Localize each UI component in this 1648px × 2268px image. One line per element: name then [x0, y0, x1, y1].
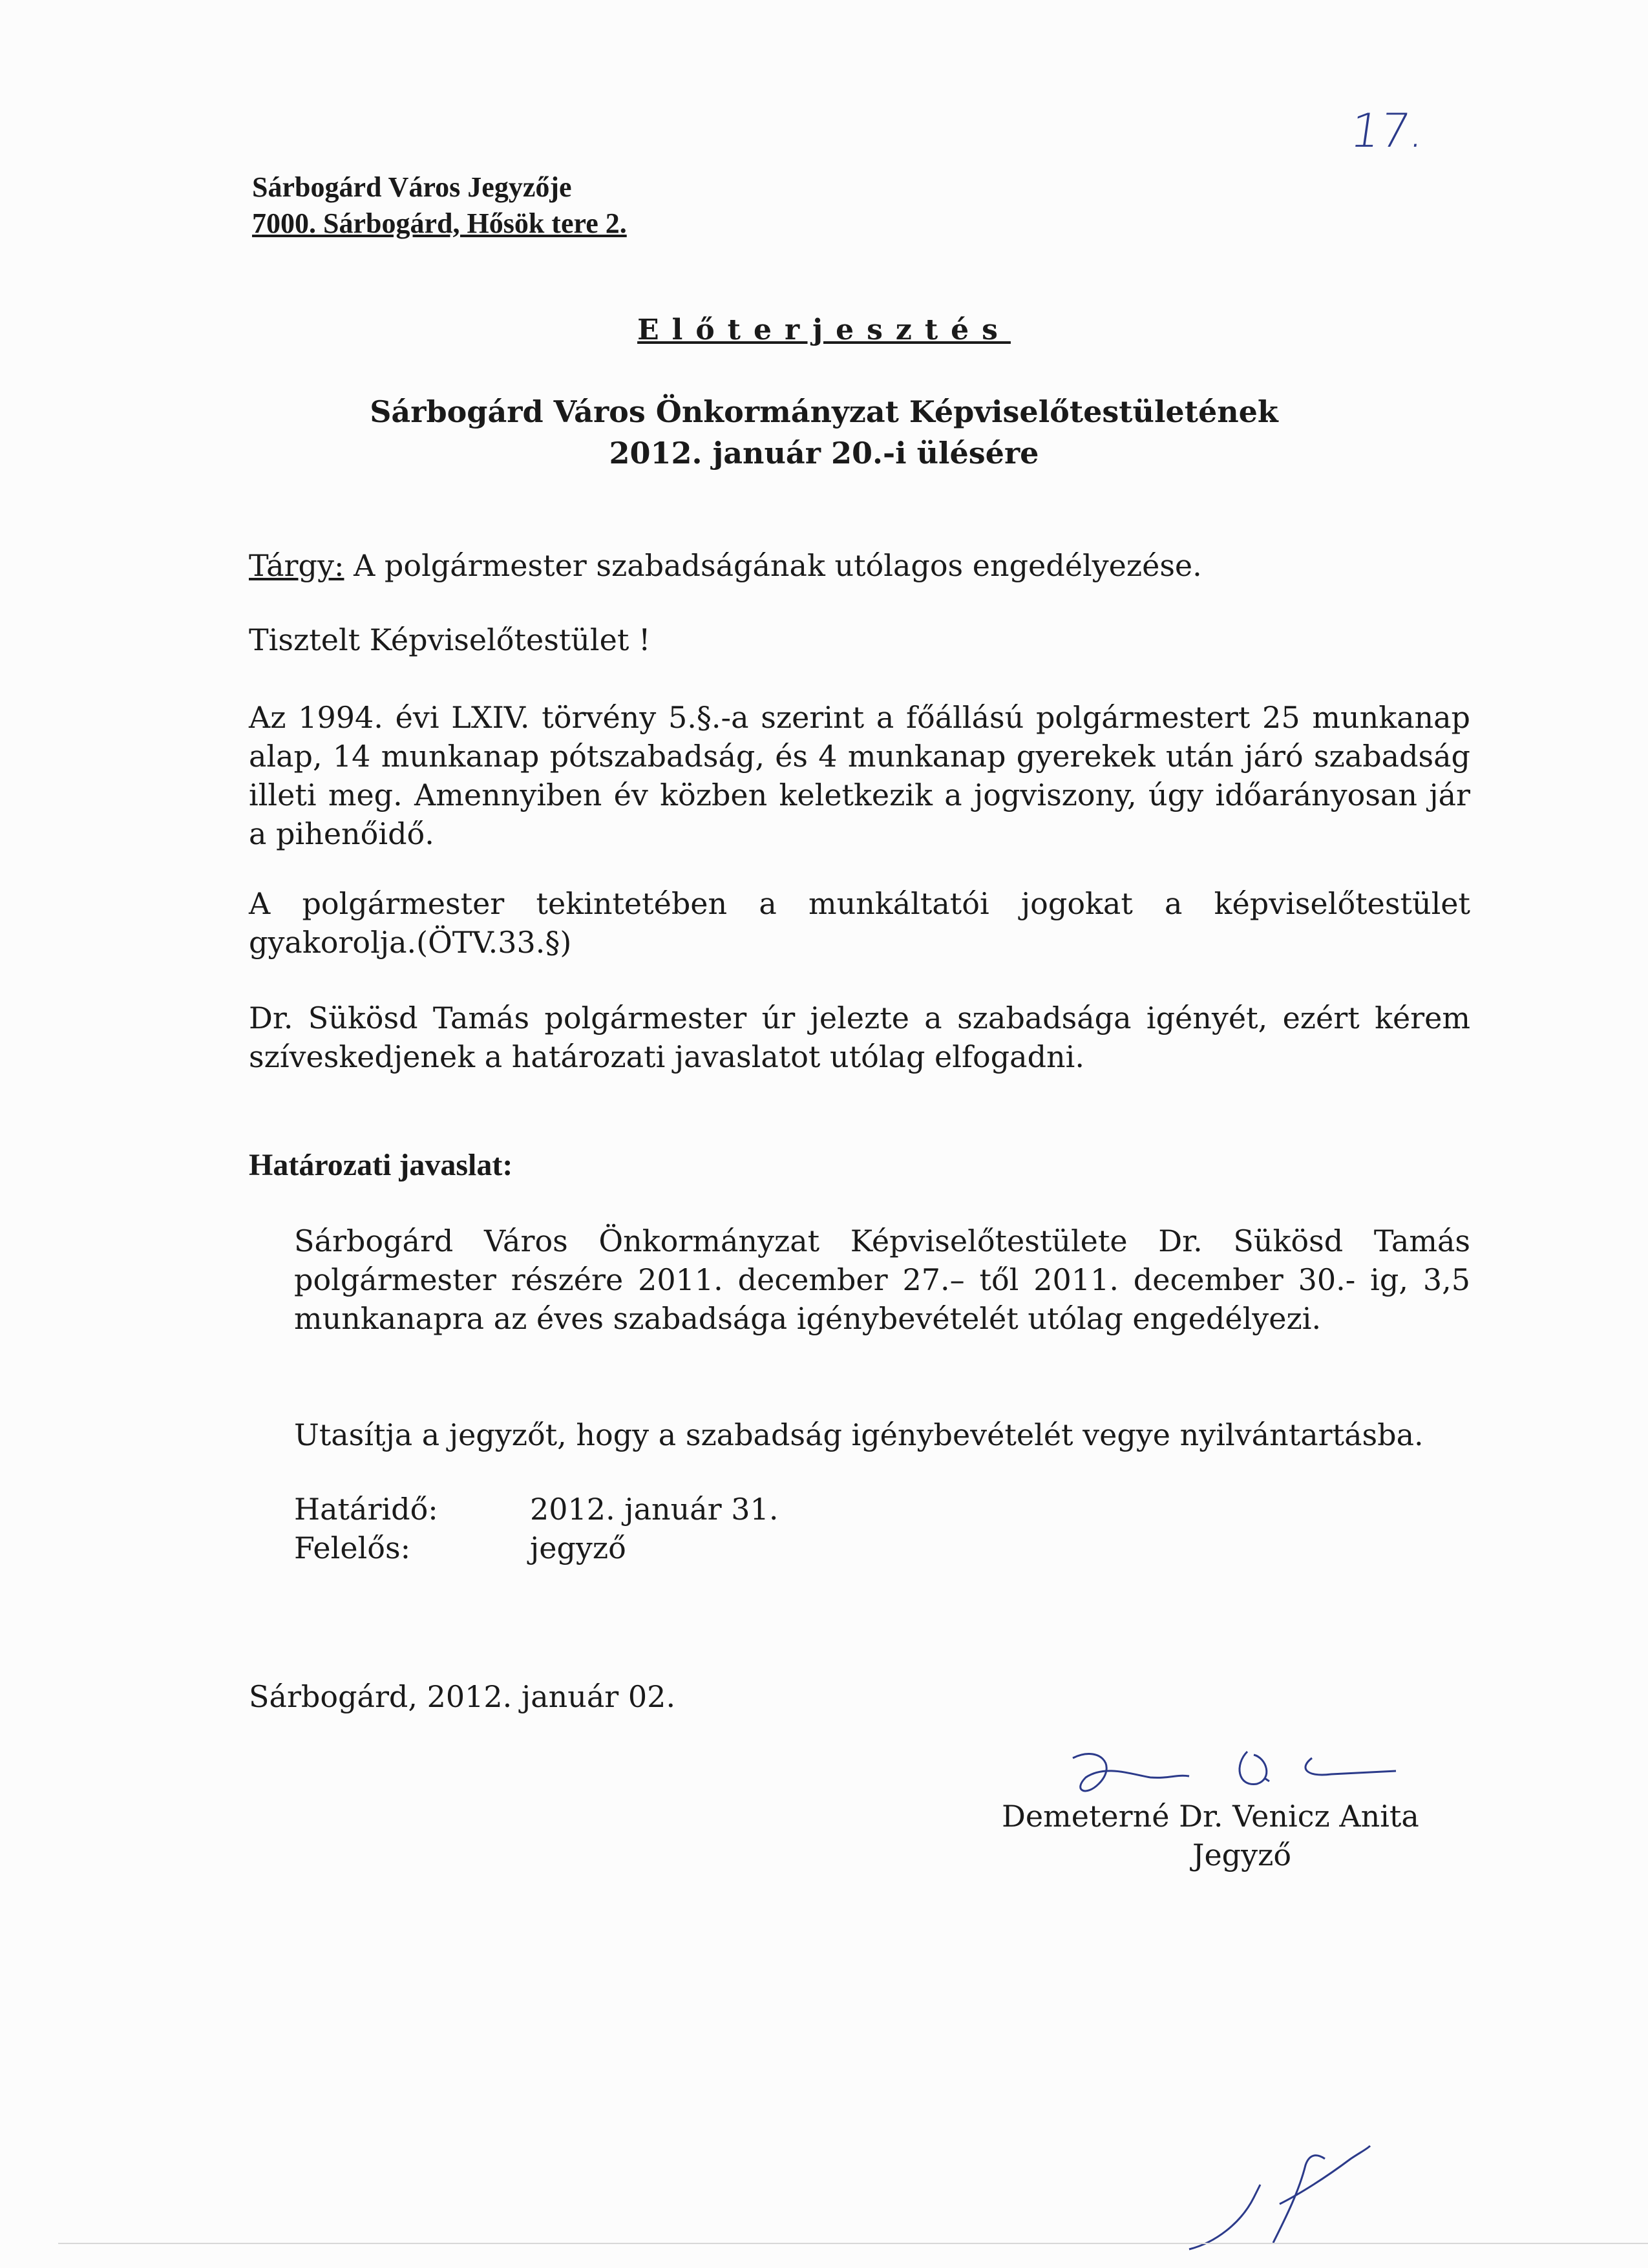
paragraph-law: Az 1994. évi LXIV. törvény 5.§.-a szerint a főállású polgármestert 25 munkanap alap, 14 munkanap pótszabadság, és 4 munkanap gyerekek után járó szabadság illeti meg. Amennyiben év közben keletkezik a jogviszony, úgy időarányosan jár a pihenőidő. [249, 700, 1470, 851]
scan-bottom-edge [58, 2243, 1648, 2244]
subtitle-line-1: Sárbogárd Város Önkormányzat Képviselőtestületének [370, 394, 1278, 429]
place-date: Sárbogárd, 2012. január 02. [249, 1679, 676, 1714]
proposal-instruction: Utasítja a jegyzőt, hogy a szabadság igénybevételét vegye nyilvántartásba. [294, 1417, 1424, 1452]
office-address: 7000. Sárbogárd, Hősök tere 2. [252, 207, 627, 239]
signatory-name: Demeterné Dr. Venicz Anita [1002, 1799, 1419, 1834]
deadline-value: 2012. január 31. [530, 1492, 779, 1527]
subtitle-line-2: 2012. január 20.-i ülésére [609, 436, 1039, 471]
paragraph-employer-rights: A polgármester tekintetében a munkáltatói jogokat a képviselőtestület gyakorolja.(ÖTV.33.§) [249, 886, 1470, 960]
office-name: Sárbogárd Város Jegyzője [252, 171, 572, 203]
deadline-label: Határidő: [294, 1492, 438, 1527]
subject-label: Tárgy: [249, 548, 344, 583]
proposal-heading: Határozati javaslat: [249, 1148, 513, 1182]
responsible-value: jegyző [530, 1531, 626, 1565]
responsible-label: Felelős: [294, 1531, 411, 1565]
proposal-text: Sárbogárd Város Önkormányzat Képviselőtestülete Dr. Sükösd Tamás polgármester részére 2011. december 27.– től 2011. december 30.- ig, 3,5 munkanapra az éves szabadsága igénybevételét utólag engedélyezi. [294, 1224, 1470, 1336]
paragraph-request: Dr. Sükösd Tamás polgármester úr jelezte a szabadsága igényét, ezért kérem szíveskedjenek a határozati javaslatot utólag elfogadni. [249, 1001, 1470, 1074]
subject-line [249, 546, 1202, 585]
subject-text: A polgármester szabadságának utólagos engedélyezése. [344, 548, 1202, 583]
signatory-role: Jegyző [1192, 1838, 1292, 1872]
salutation: Tisztelt Képviselőtestület ! [249, 622, 651, 657]
document-title: Előterjesztés [637, 313, 1011, 346]
handwritten-page-number: 17. [1347, 103, 1429, 158]
